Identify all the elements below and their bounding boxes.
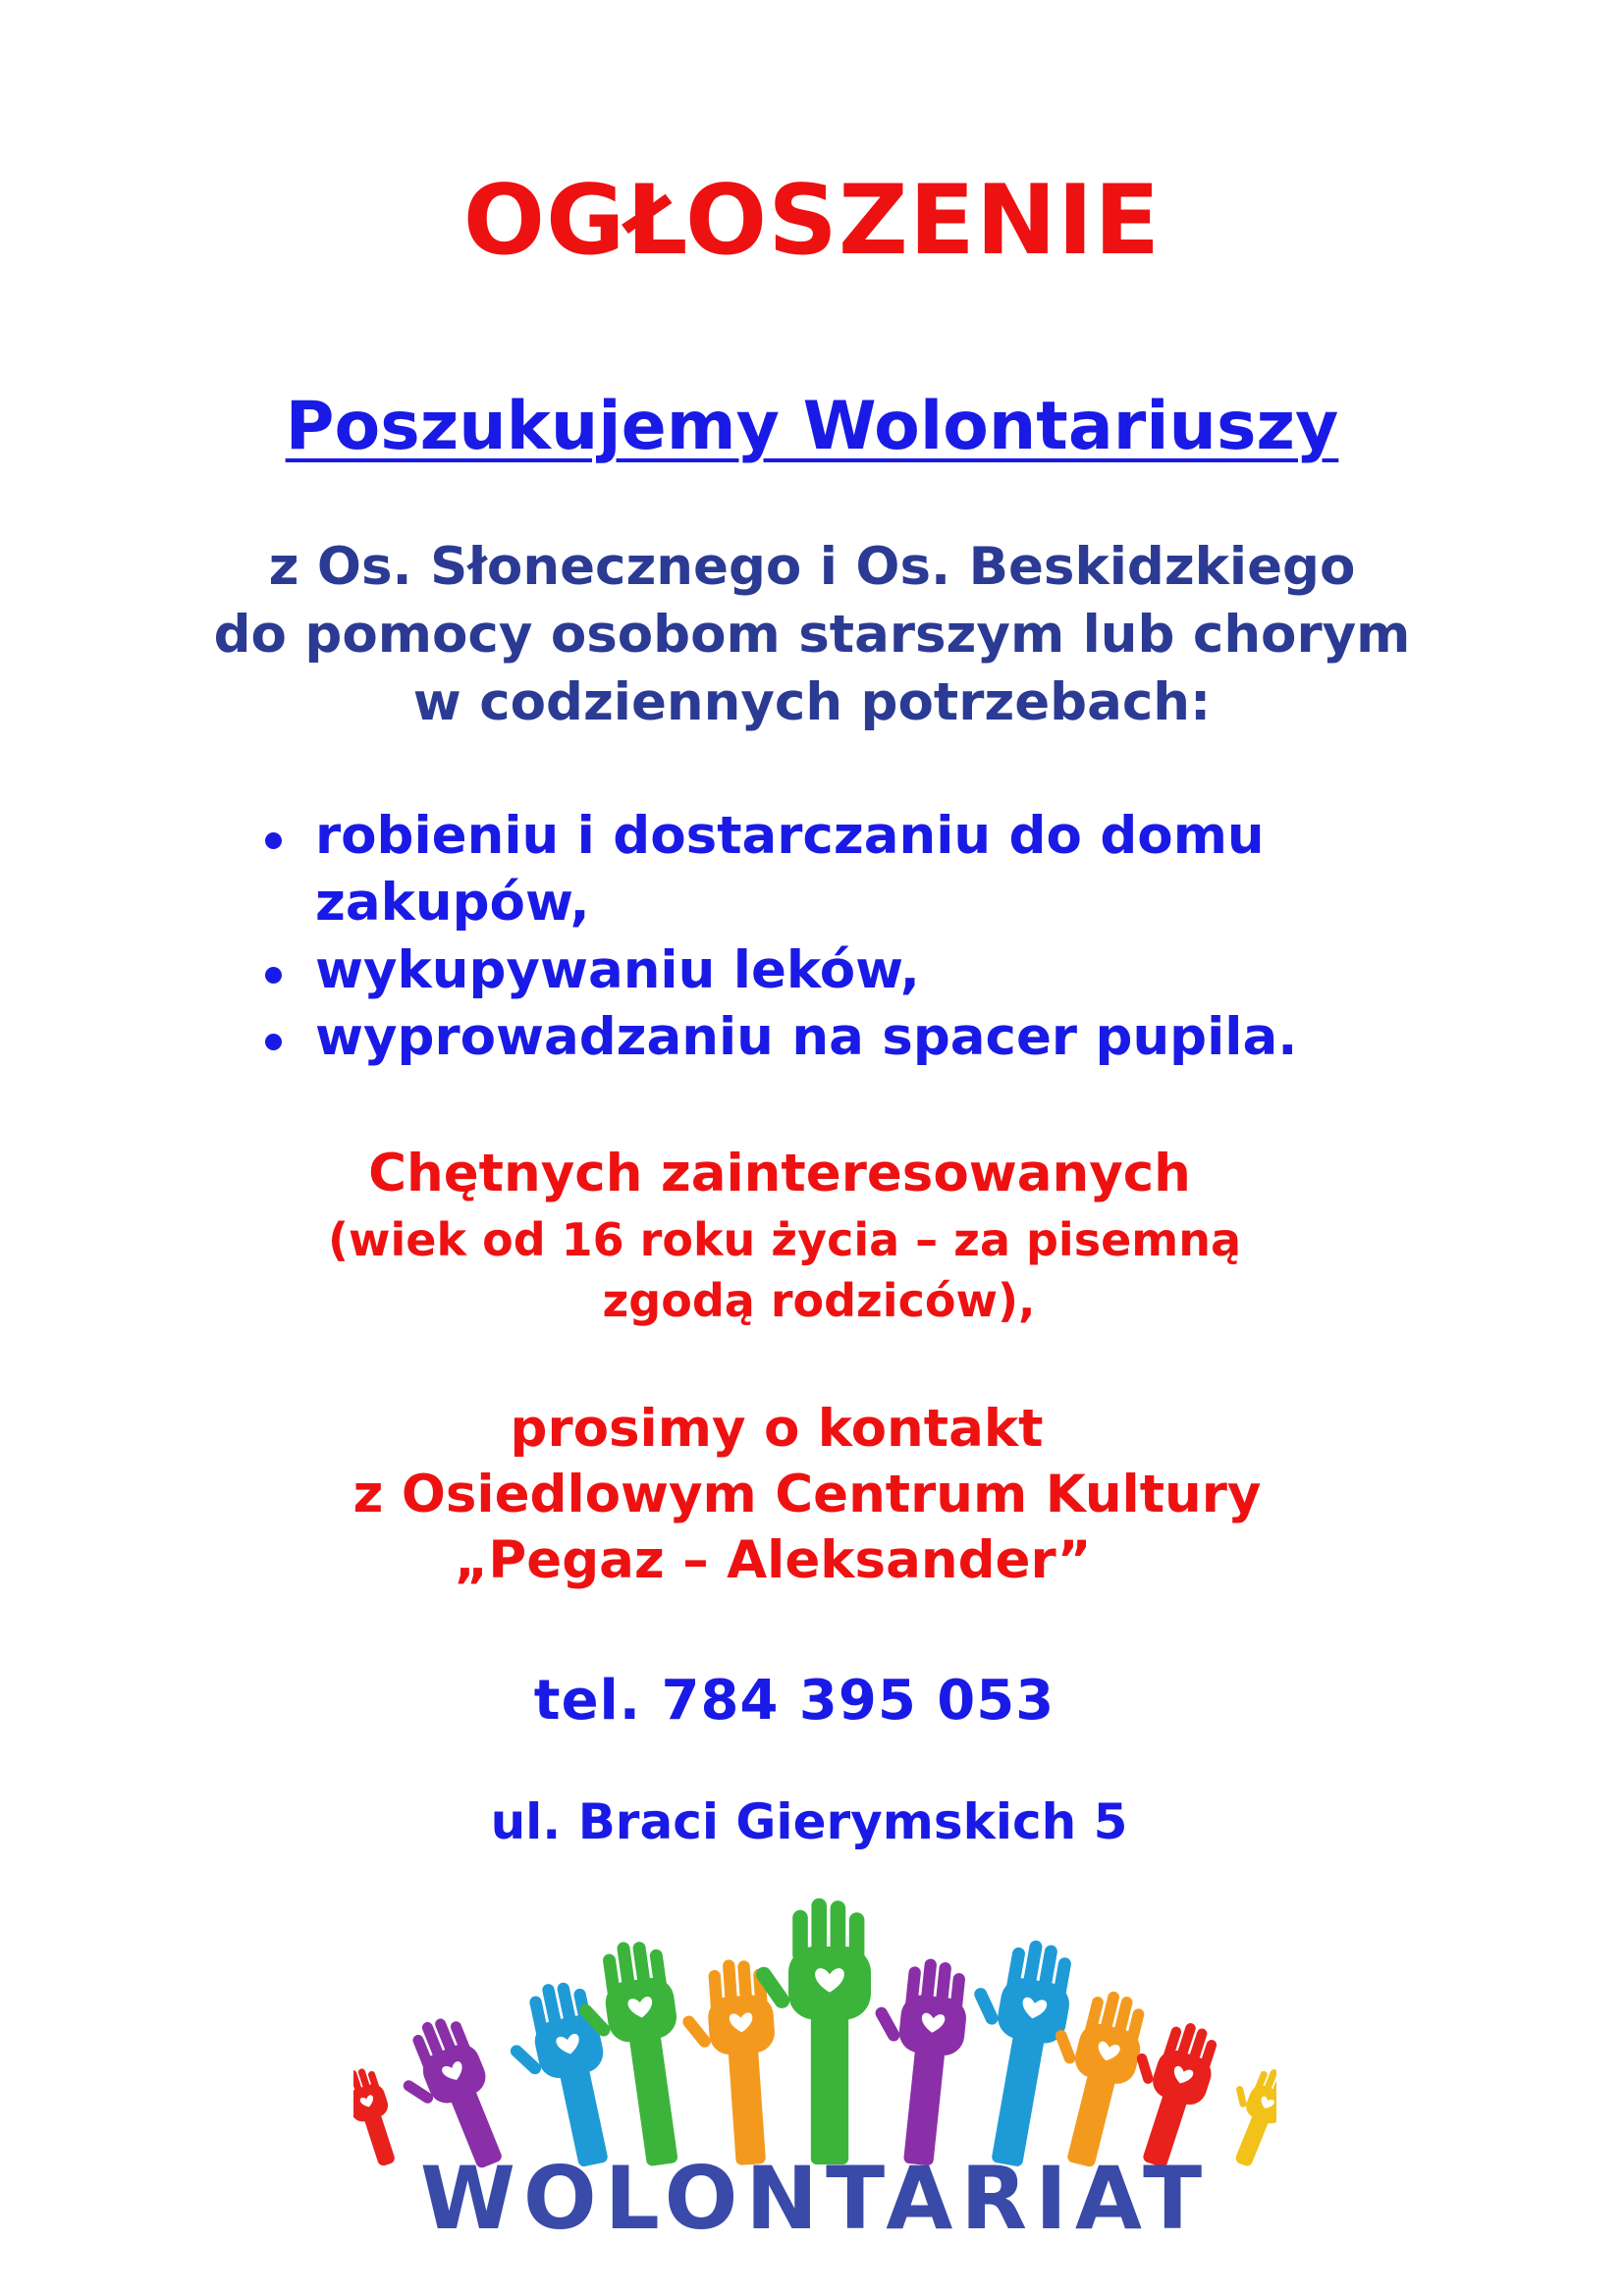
task-text: wykupywaniu leków,	[315, 940, 920, 1000]
call-line: Chętnych zainteresowanych	[368, 1144, 1191, 1203]
intro-line: do pomocy osobom starszym lub chorym	[213, 605, 1411, 665]
task-text: wyprowadzaniu na spacer pupila.	[315, 1007, 1298, 1067]
street-address: ul. Braci Gierymskich 5	[490, 1793, 1128, 1850]
task-list-item	[260, 937, 1438, 1004]
call-line: (wiek od 16 roku życia – za pisemną	[328, 1213, 1241, 1266]
raised-hands-with-hearts-icon	[353, 1870, 1276, 2194]
volunteers-subheading: Poszukujemy Wolontariuszy	[285, 388, 1339, 465]
announcement-heading: OGŁOSZENIE	[462, 165, 1162, 277]
call-line: zgodą rodziców),	[602, 1274, 1036, 1327]
task-list-item	[260, 1004, 1438, 1071]
intro-line: z Os. Słonecznego i Os. Beskidzkiego	[268, 537, 1356, 597]
contact-line: „Pegaz – Aleksander”	[454, 1530, 1092, 1590]
intro-line: w codziennych potrzebach:	[412, 672, 1212, 732]
phone-number: tel. 784 395 053	[533, 1669, 1056, 1733]
bullet-dot-icon	[265, 967, 282, 984]
contact-line: prosimy o kontakt	[510, 1399, 1044, 1459]
bullet-dot-icon	[265, 832, 282, 849]
contact-line: z Osiedlowym Centrum Kultury	[352, 1465, 1262, 1524]
task-text: robieniu i dostarczaniu do domu zakupów,	[315, 806, 1265, 933]
wolontariat-logo-text: WOLONTARIAT	[419, 2148, 1211, 2249]
task-list-item	[260, 803, 1438, 936]
bullet-dot-icon	[265, 1034, 282, 1050]
